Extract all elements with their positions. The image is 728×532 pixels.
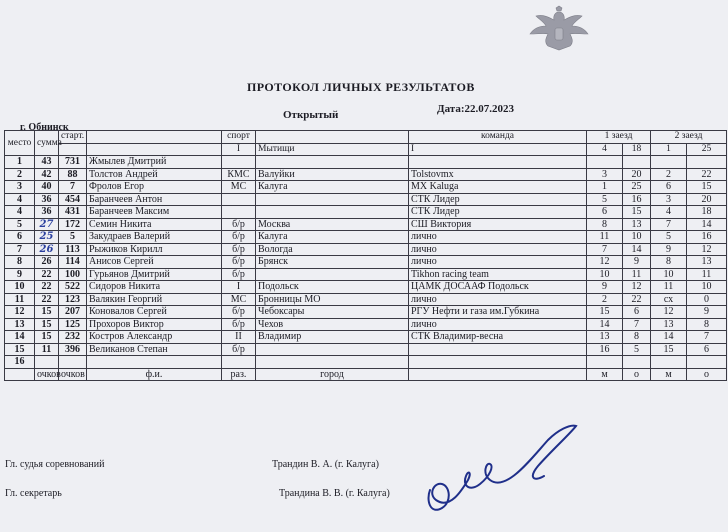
table-row: [5, 156, 727, 169]
row-place: 3: [5, 181, 35, 194]
row-place: 5: [5, 218, 35, 231]
row-start: 431: [59, 206, 87, 219]
row-rank: II: [222, 331, 256, 344]
row-r2-points: 6: [687, 343, 727, 356]
row-rank: [222, 206, 256, 219]
table-header-row: [5, 131, 727, 144]
row-r1-place: 7: [587, 243, 623, 256]
row-r1-place: 8: [587, 218, 623, 231]
table-row: [5, 193, 727, 206]
row-team: лично: [409, 231, 587, 244]
row-r2-points: 15: [687, 181, 727, 194]
row-place: 4: [5, 206, 35, 219]
event-city: г. Обнинск: [20, 122, 69, 133]
row-name: Фролов Егор: [87, 181, 222, 194]
row-team: Tikhon racing team: [409, 268, 587, 281]
row-start: 7: [59, 181, 87, 194]
subheader-sport: I: [222, 143, 256, 156]
row-name: [87, 356, 222, 369]
row-place: 15: [5, 343, 35, 356]
footer-r2-place: м: [651, 368, 687, 381]
row-team: СТК Лидер: [409, 206, 587, 219]
header-race-1: 1 заезд: [587, 131, 651, 144]
table-row: [5, 343, 727, 356]
row-place: 11: [5, 293, 35, 306]
competition-type: Открытый: [283, 109, 339, 121]
row-sum: 15: [35, 306, 59, 319]
row-r2-place: 6: [651, 181, 687, 194]
row-name: Сидоров Никита: [87, 281, 222, 294]
row-r1-points: 11: [623, 268, 651, 281]
row-rank: б/р: [222, 268, 256, 281]
row-name: Баранчеев Максим: [87, 206, 222, 219]
row-name: Баранчеев Антон: [87, 193, 222, 206]
row-rank: [222, 156, 256, 169]
header-name-blank: [87, 131, 222, 144]
row-start: 396: [59, 343, 87, 356]
row-rank: I: [222, 281, 256, 294]
header-race-2: 2 заезд: [651, 131, 727, 144]
row-place: 9: [5, 268, 35, 281]
subheader-start-blank: [59, 143, 87, 156]
row-start: 88: [59, 168, 87, 181]
row-start: 113: [59, 243, 87, 256]
row-r2-points: 9: [687, 306, 727, 319]
row-start: 5: [59, 231, 87, 244]
row-team: [409, 156, 587, 169]
row-place: 4: [5, 193, 35, 206]
footer-sum: очков: [35, 368, 59, 381]
row-r1-place: 2: [587, 293, 623, 306]
row-r2-place: 12: [651, 306, 687, 319]
row-rank: б/р: [222, 343, 256, 356]
row-r2-place: 8: [651, 256, 687, 269]
row-r2-points: 0: [687, 293, 727, 306]
table-row: [5, 243, 727, 256]
row-r1-place: 10: [587, 268, 623, 281]
row-sum: 22: [35, 293, 59, 306]
row-r1-place: 14: [587, 318, 623, 331]
row-r1-points: 13: [623, 218, 651, 231]
row-team: СШ Виктория: [409, 218, 587, 231]
row-r2-points: 12: [687, 243, 727, 256]
row-sum: 26: [35, 256, 59, 269]
row-place: 10: [5, 281, 35, 294]
row-r2-place: 9: [651, 243, 687, 256]
protocol-date: Дата:22.07.2023: [437, 103, 514, 115]
row-r2-place: 5: [651, 231, 687, 244]
row-r2-place: 2: [651, 168, 687, 181]
row-team: Tolstovmx: [409, 168, 587, 181]
row-name: Прохоров Виктор: [87, 318, 222, 331]
row-r1-points: 8: [623, 331, 651, 344]
row-team: лично: [409, 256, 587, 269]
chief-judge-name: Трандин В. А. (г. Калуга): [272, 459, 379, 470]
row-start: 123: [59, 293, 87, 306]
row-r1-place: 5: [587, 193, 623, 206]
row-r2-place: 3: [651, 193, 687, 206]
row-city: Подольск: [256, 281, 409, 294]
row-r1-points: 12: [623, 281, 651, 294]
row-team: [409, 356, 587, 369]
row-name: Закудраев Валерий: [87, 231, 222, 244]
footer-start: очков: [59, 368, 87, 381]
header-team: команда: [409, 131, 587, 144]
row-name: Костров Александр: [87, 331, 222, 344]
table-footer-row: [5, 368, 727, 381]
chief-judge-label: Гл. судья соревнований: [5, 459, 105, 470]
handwritten-sum: 26: [39, 243, 54, 255]
row-name: Великанов Степан: [87, 343, 222, 356]
row-place: 12: [5, 306, 35, 319]
handwritten-signature: [420, 420, 580, 520]
row-team: СТК Владимир-весна: [409, 331, 587, 344]
row-r2-place: [651, 356, 687, 369]
double-headed-eagle-emblem: [526, 6, 592, 56]
row-r2-place: 10: [651, 268, 687, 281]
subheader-name-blank: [87, 143, 222, 156]
row-start: 454: [59, 193, 87, 206]
row-r1-place: 3: [587, 168, 623, 181]
row-sum: [35, 231, 59, 244]
row-team: лично: [409, 243, 587, 256]
row-name: Коновалов Сергей: [87, 306, 222, 319]
table-row: [5, 293, 727, 306]
footer-city: город: [256, 368, 409, 381]
row-place: 1: [5, 156, 35, 169]
table-subheader-row: [5, 143, 727, 156]
row-r1-place: 9: [587, 281, 623, 294]
row-sum: [35, 218, 59, 231]
row-start: [59, 356, 87, 369]
header-sport: спорт: [222, 131, 256, 144]
table-row: [5, 281, 727, 294]
row-team: лично: [409, 318, 587, 331]
row-name: Гурьянов Дмитрий: [87, 268, 222, 281]
row-r1-place: [587, 156, 623, 169]
row-city: [256, 268, 409, 281]
row-city: [256, 343, 409, 356]
footer-name: ф.и.: [87, 368, 222, 381]
row-sum: 40: [35, 181, 59, 194]
row-r2-place: 15: [651, 343, 687, 356]
row-team: [409, 343, 587, 356]
handwritten-sum: 27: [39, 218, 54, 230]
row-rank: [222, 356, 256, 369]
row-city: [256, 156, 409, 169]
row-start: 125: [59, 318, 87, 331]
row-r1-points: 15: [623, 206, 651, 219]
row-name: Жмылев Дмитрий: [87, 156, 222, 169]
row-team: РГУ Нефти и газа им.Губкина: [409, 306, 587, 319]
row-r1-points: 16: [623, 193, 651, 206]
row-r1-place: 1: [587, 181, 623, 194]
row-sum: 22: [35, 281, 59, 294]
subheader-r2-place: 1: [651, 143, 687, 156]
row-start: 522: [59, 281, 87, 294]
row-sum: 15: [35, 331, 59, 344]
row-city: Калуга: [256, 181, 409, 194]
row-city: Чебоксары: [256, 306, 409, 319]
row-rank: [222, 193, 256, 206]
table-row: [5, 231, 727, 244]
row-rank: б/р: [222, 243, 256, 256]
row-rank: б/р: [222, 256, 256, 269]
row-r1-place: 15: [587, 306, 623, 319]
row-r2-points: 11: [687, 268, 727, 281]
row-start: 207: [59, 306, 87, 319]
row-rank: КМС: [222, 168, 256, 181]
row-city: Калуга: [256, 231, 409, 244]
row-start: 114: [59, 256, 87, 269]
row-start: 731: [59, 156, 87, 169]
row-rank: б/р: [222, 318, 256, 331]
table-row: [5, 268, 727, 281]
footer-team-blank: [409, 368, 587, 381]
header-start: старт.: [59, 131, 87, 144]
row-name: Рыжиков Кирилл: [87, 243, 222, 256]
row-r2-points: 18: [687, 206, 727, 219]
row-sum: 43: [35, 156, 59, 169]
row-r2-place: 14: [651, 331, 687, 344]
row-rank: МС: [222, 293, 256, 306]
row-r1-points: 25: [623, 181, 651, 194]
row-r2-points: [687, 156, 727, 169]
row-city: [256, 193, 409, 206]
row-team: ЦАМК ДОСААФ Подольск: [409, 281, 587, 294]
row-sum: 36: [35, 206, 59, 219]
row-r2-points: 22: [687, 168, 727, 181]
row-sum: 42: [35, 168, 59, 181]
row-r1-place: 13: [587, 331, 623, 344]
footer-r2-points: о: [687, 368, 727, 381]
chief-secretary-name: Трандина В. В. (г. Калуга): [279, 488, 390, 499]
footer-r1-points: о: [623, 368, 651, 381]
row-city: Вологда: [256, 243, 409, 256]
row-r1-place: 16: [587, 343, 623, 356]
row-place: 14: [5, 331, 35, 344]
subheader-city: Мытищи: [256, 143, 409, 156]
row-rank: б/р: [222, 231, 256, 244]
row-r1-points: 14: [623, 243, 651, 256]
row-place: 7: [5, 243, 35, 256]
handwritten-sum: 25: [39, 231, 54, 243]
results-body: [5, 156, 727, 369]
row-name: Валякин Георгий: [87, 293, 222, 306]
row-r2-points: 8: [687, 318, 727, 331]
row-r2-points: 14: [687, 218, 727, 231]
row-r1-place: 6: [587, 206, 623, 219]
row-city: Бронницы МО: [256, 293, 409, 306]
row-r2-points: 7: [687, 331, 727, 344]
footer-rank: раз.: [222, 368, 256, 381]
row-name: Анисов Сергей: [87, 256, 222, 269]
row-r2-points: 10: [687, 281, 727, 294]
row-city: Москва: [256, 218, 409, 231]
header-city-blank: [256, 131, 409, 144]
row-r1-place: 11: [587, 231, 623, 244]
header-sum: сумма: [35, 131, 59, 156]
protocol-title: ПРОТОКОЛ ЛИЧНЫХ РЕЗУЛЬТАТОВ: [247, 80, 475, 94]
row-r1-points: [623, 156, 651, 169]
row-r1-place: 12: [587, 256, 623, 269]
row-place: 16: [5, 356, 35, 369]
row-name: Толстов Андрей: [87, 168, 222, 181]
row-sum: [35, 243, 59, 256]
subheader-team: I: [409, 143, 587, 156]
table-row: [5, 168, 727, 181]
row-sum: 11: [35, 343, 59, 356]
row-city: Владимир: [256, 331, 409, 344]
row-r1-points: [623, 356, 651, 369]
footer-r1-place: м: [587, 368, 623, 381]
row-r2-place: 7: [651, 218, 687, 231]
row-r2-points: 20: [687, 193, 727, 206]
row-start: 232: [59, 331, 87, 344]
header-place: место: [5, 131, 35, 156]
row-r1-points: 10: [623, 231, 651, 244]
results-table: [4, 130, 727, 381]
row-sum: 36: [35, 193, 59, 206]
row-r2-points: 13: [687, 256, 727, 269]
row-team: СТК Лидер: [409, 193, 587, 206]
row-rank: б/р: [222, 306, 256, 319]
row-place: 8: [5, 256, 35, 269]
row-rank: б/р: [222, 218, 256, 231]
footer-place-blank: [5, 368, 35, 381]
row-r2-place: 11: [651, 281, 687, 294]
row-name: Семин Никита: [87, 218, 222, 231]
row-team: лично: [409, 293, 587, 306]
row-start: 100: [59, 268, 87, 281]
table-row: [5, 318, 727, 331]
table-row: [5, 181, 727, 194]
row-city: [256, 356, 409, 369]
subheader-r2-points: 25: [687, 143, 727, 156]
row-r1-points: 9: [623, 256, 651, 269]
row-city: Валуйки: [256, 168, 409, 181]
row-team: MX Kaluga: [409, 181, 587, 194]
subheader-r1-points: 18: [623, 143, 651, 156]
row-sum: 22: [35, 268, 59, 281]
row-r1-points: 22: [623, 293, 651, 306]
row-r2-place: сх: [651, 293, 687, 306]
chief-secretary-label: Гл. секретарь: [5, 488, 62, 499]
row-r1-place: [587, 356, 623, 369]
row-r1-points: 6: [623, 306, 651, 319]
row-r1-points: 5: [623, 343, 651, 356]
row-r2-points: [687, 356, 727, 369]
row-city: [256, 206, 409, 219]
row-r2-place: 13: [651, 318, 687, 331]
row-sum: 15: [35, 318, 59, 331]
table-row: [5, 256, 727, 269]
table-row: [5, 331, 727, 344]
row-sum: [35, 356, 59, 369]
row-place: 13: [5, 318, 35, 331]
row-r2-place: 4: [651, 206, 687, 219]
table-row: [5, 206, 727, 219]
row-r2-points: 16: [687, 231, 727, 244]
row-city: Чехов: [256, 318, 409, 331]
row-city: Брянск: [256, 256, 409, 269]
row-place: 2: [5, 168, 35, 181]
row-r2-place: [651, 156, 687, 169]
subheader-r1-place: 4: [587, 143, 623, 156]
row-r1-points: 20: [623, 168, 651, 181]
row-r1-points: 7: [623, 318, 651, 331]
table-row: [5, 306, 727, 319]
row-rank: МС: [222, 181, 256, 194]
table-row: [5, 356, 727, 369]
row-place: 6: [5, 231, 35, 244]
table-row: [5, 218, 727, 231]
row-start: 172: [59, 218, 87, 231]
